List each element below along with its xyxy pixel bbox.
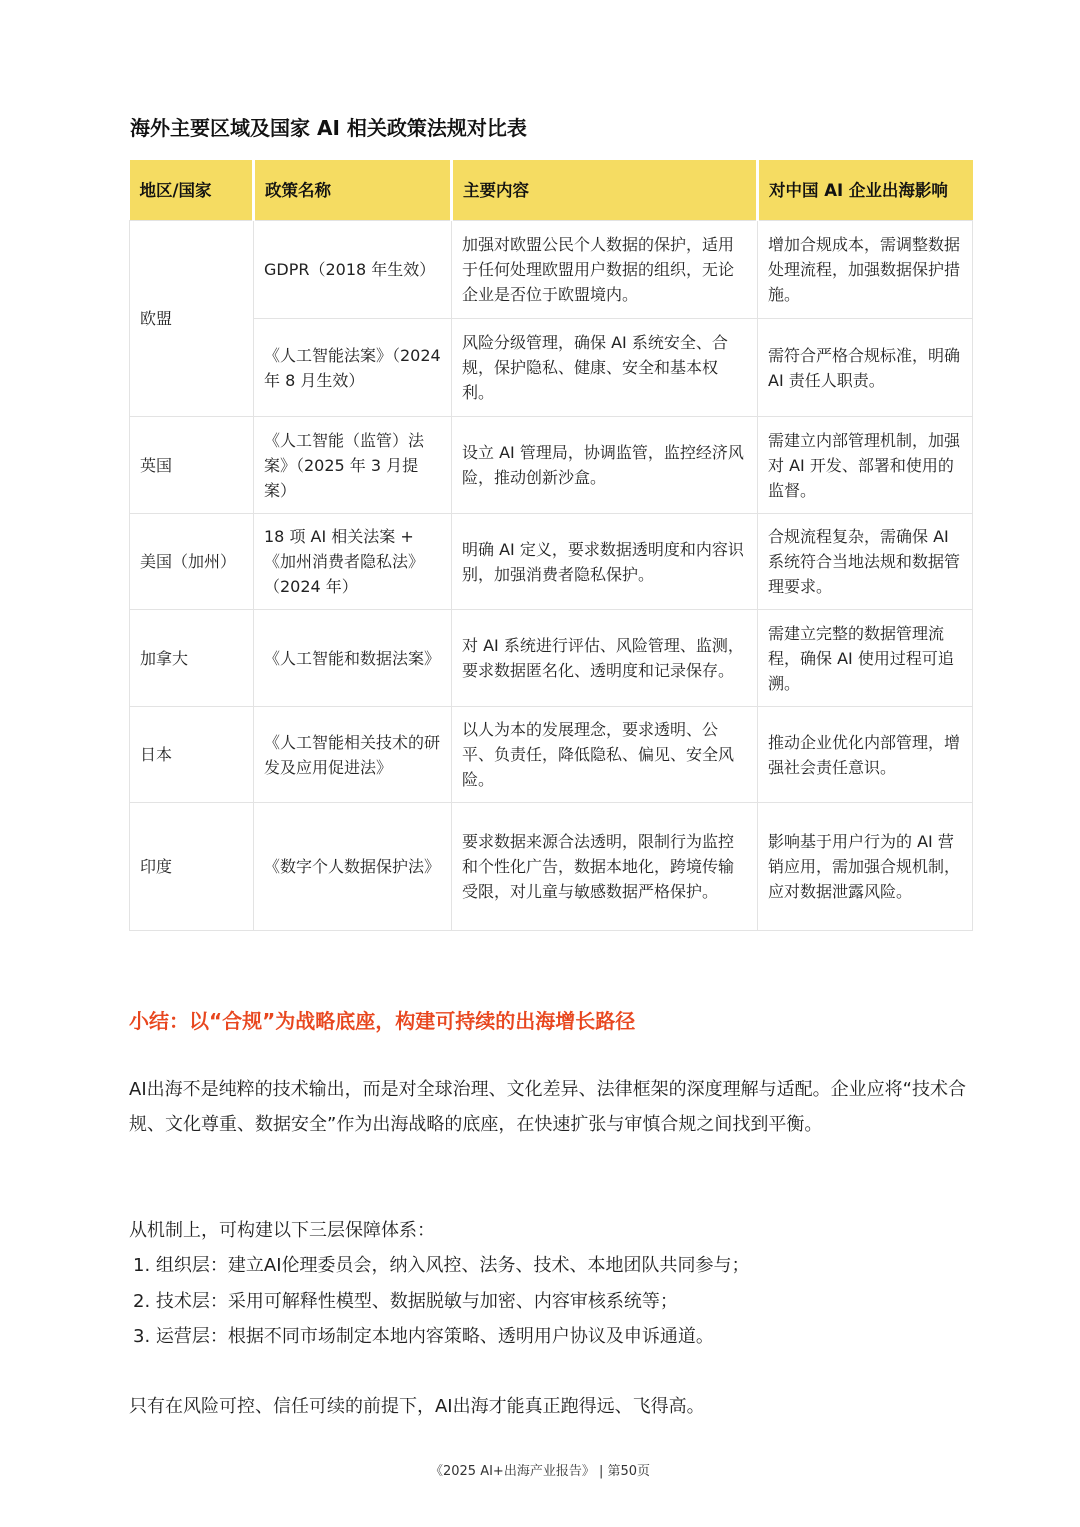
impact-cell: 增加合规成本，需调整数据处理流程，加强数据保护措施。 [758, 221, 973, 319]
region-cell: 日本 [130, 707, 254, 803]
content-cell: 要求数据来源合法透明，限制行为监控和个性化广告，数据本地化，跨境传输受限，对儿童与敏感数据严格保护。 [452, 803, 758, 931]
impact-cell: 推动企业优化内部管理，增强社会责任意识。 [758, 707, 973, 803]
table-row [130, 707, 973, 803]
closing-paragraph: 只有在风险可控、信任可续的前提下，AI出海才能真正跑得远、飞得高。 [129, 1396, 705, 1417]
content-cell: 明确 AI 定义，要求数据透明度和内容识别，加强消费者隐私保护。 [452, 514, 758, 610]
header-impact: 对中国 AI 企业出海影响 [758, 160, 973, 221]
policy-name-cell: 《人工智能相关技术的研发及应用促进法》 [254, 707, 452, 803]
content-cell: 以人为本的发展理念，要求透明、公平、负责任，降低隐私、偏见、安全风险。 [452, 707, 758, 803]
page-footer: 《2025 AI+出海产业报告》 | 第50页 [429, 1464, 651, 1479]
table-row [130, 514, 973, 610]
table-row [130, 610, 973, 707]
region-cell: 美国（加州） [130, 514, 254, 610]
region-cell: 加拿大 [130, 610, 254, 707]
mechanism-intro: 从机制上，可构建以下三层保障体系： [129, 1220, 435, 1241]
content-cell: 对 AI 系统进行评估、风险管理、监测，要求数据匿名化、透明度和记录保存。 [452, 610, 758, 707]
content-cell: 设立 AI 管理局，协调监管，监控经济风险，推动创新沙盒。 [452, 417, 758, 514]
table-header-row [130, 160, 973, 221]
region-cell: 印度 [130, 803, 254, 931]
policy-name-cell: 《人工智能（监管）法案》（2025 年 3 月提案） [254, 417, 452, 514]
policy-name-cell: 《数字个人数据保护法》 [254, 803, 452, 931]
summary-title: 小结：以“合规”为战略底座，构建可持续的出海增长路径 [129, 1009, 636, 1033]
impact-cell: 需建立完整的数据管理流程，确保 AI 使用过程可追溯。 [758, 610, 973, 707]
policy-comparison-table [129, 160, 973, 931]
policy-name-cell: 《人工智能和数据法案》 [254, 610, 452, 707]
header-region: 地区/国家 [130, 160, 254, 221]
list-item: 3. 运营层：根据不同市场制定本地内容策略、透明用户协议及申诉通道。 [133, 1326, 714, 1347]
impact-cell: 需建立内部管理机制，加强对 AI 开发、部署和使用的监督。 [758, 417, 973, 514]
content-cell: 风险分级管理，确保 AI 系统安全、合规，保护隐私、健康、安全和基本权利。 [452, 319, 758, 417]
table-row [130, 221, 973, 319]
policy-name-cell: GDPR（2018 年生效） [254, 221, 452, 319]
table-title: 海外主要区域及国家 AI 相关政策法规对比表 [130, 116, 527, 140]
table-row [130, 803, 973, 931]
policy-name-cell: 《人工智能法案》（2024 年 8 月生效） [254, 319, 452, 417]
region-cell: 英国 [130, 417, 254, 514]
header-policy-name: 政策名称 [254, 160, 452, 221]
list-item: 1. 组织层：建立AI伦理委员会，纳入风控、法务、技术、本地团队共同参与； [133, 1255, 750, 1276]
header-main-content: 主要内容 [452, 160, 758, 221]
impact-cell: 影响基于用户行为的 AI 营销应用，需加强合规机制，应对数据泄露风险。 [758, 803, 973, 931]
content-cell: 加强对欧盟公民个人数据的保护，适用于任何处理欧盟用户数据的组织，无论企业是否位于欧盟境内。 [452, 221, 758, 319]
summary-paragraph: AI出海不是纯粹的技术输出，而是对全球治理、文化差异、法律框架的深度理解与适配。企业应将“技术合规、文化尊重、数据安全”作为出海战略的底座，在快速扩张与审慎合规之间找到平衡。 [129, 1079, 966, 1135]
table-row [130, 417, 973, 514]
safeguard-list [133, 1248, 750, 1355]
table-row [130, 319, 973, 417]
list-item: 2. 技术层：采用可解释性模型、数据脱敏与加密、内容审核系统等； [133, 1290, 678, 1312]
impact-cell: 合规流程复杂，需确保 AI 系统符合当地法规和数据管理要求。 [758, 514, 973, 610]
policy-name-cell: 18 项 AI 相关法案 +《加州消费者隐私法》（2024 年） [254, 514, 452, 610]
region-cell: 欧盟 [130, 221, 254, 417]
impact-cell: 需符合严格合规标准，明确 AI 责任人职责。 [758, 319, 973, 417]
